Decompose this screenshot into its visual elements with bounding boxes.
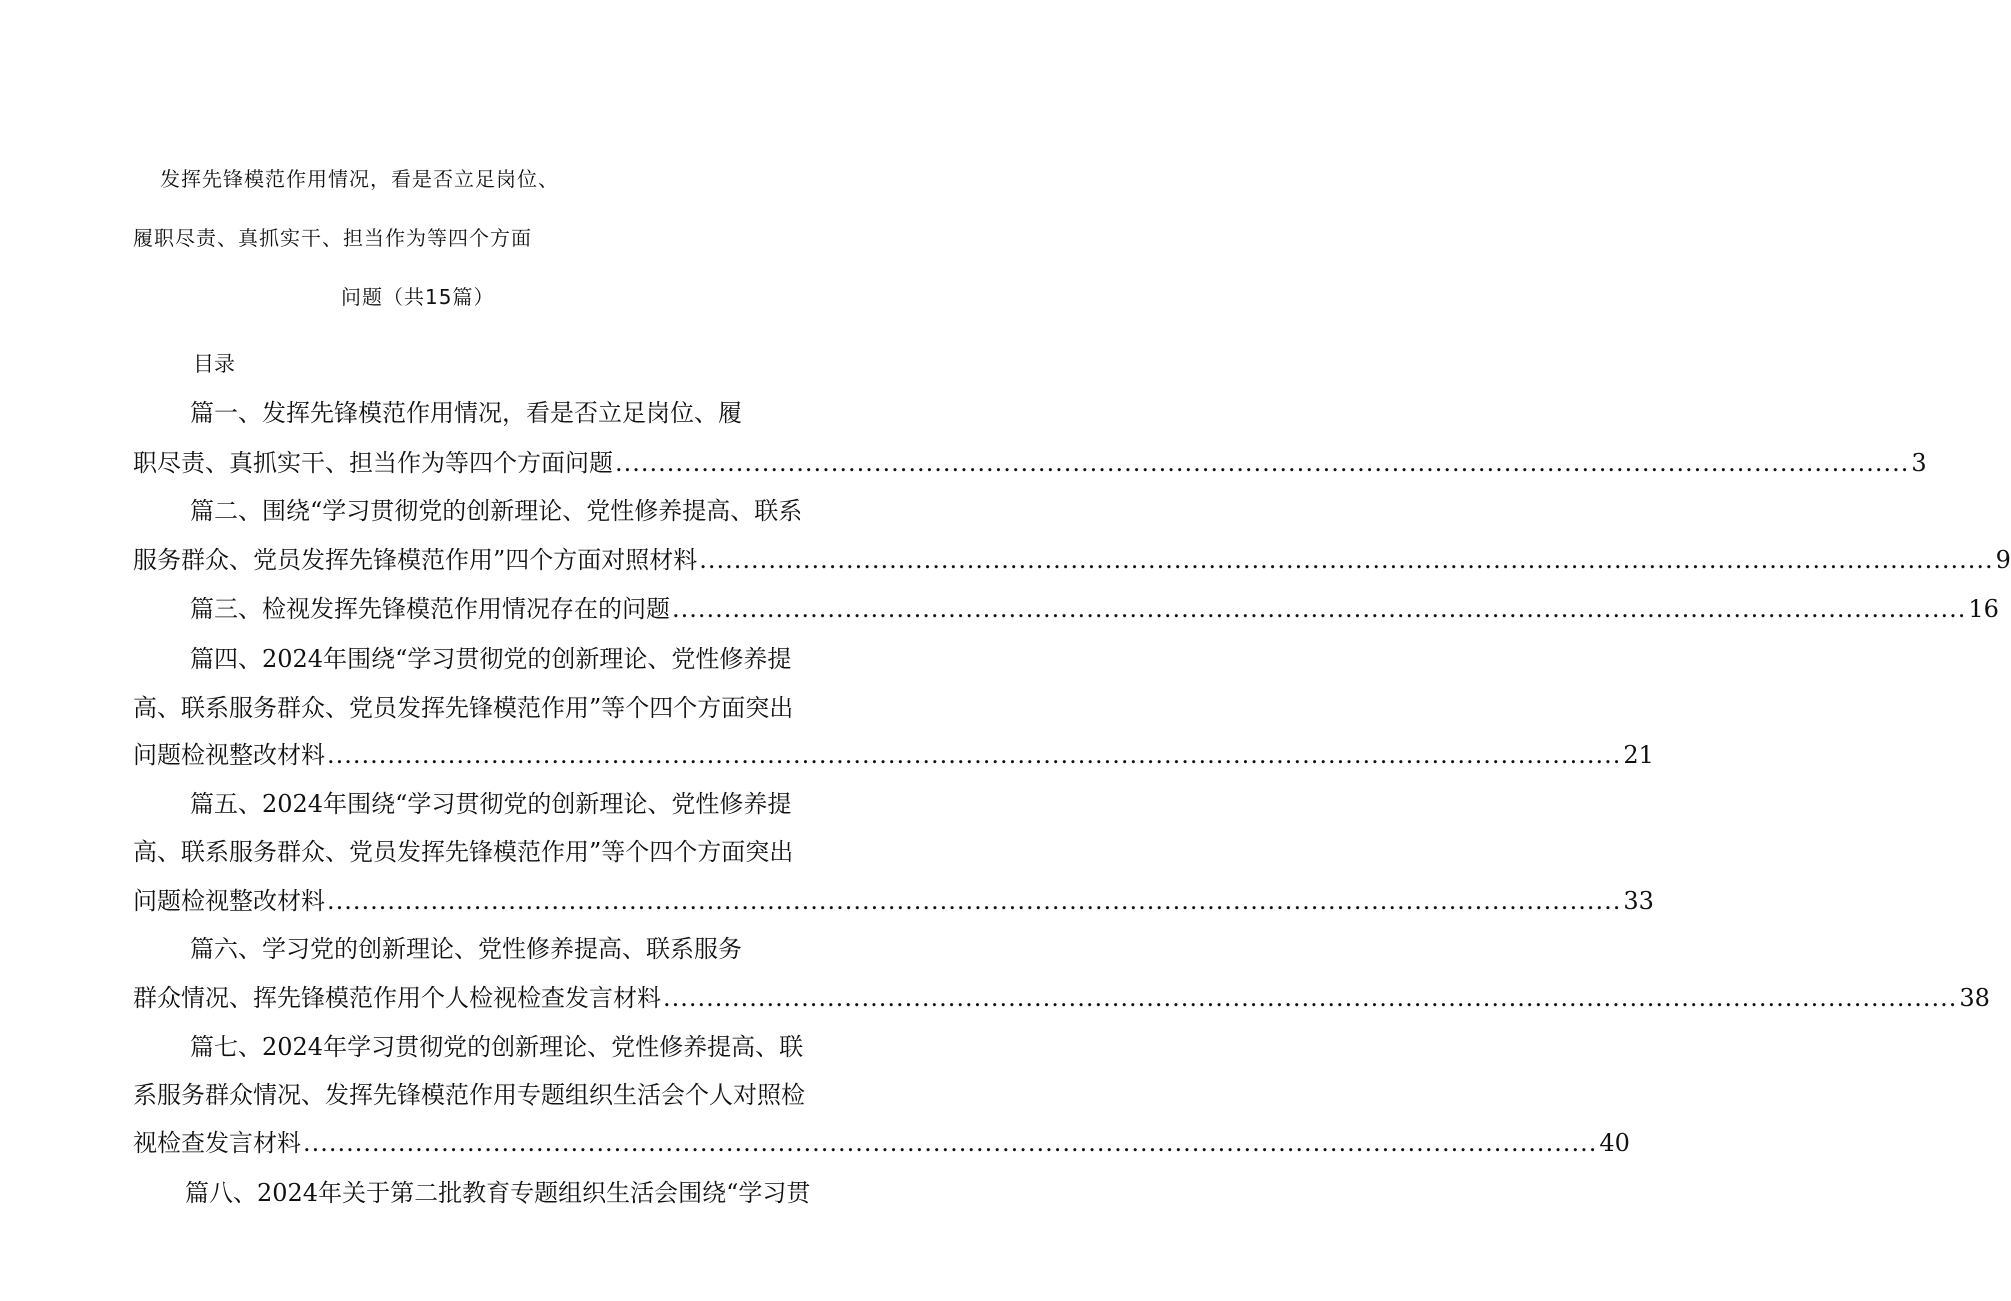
toc-entry-3-text: 篇三、检视发挥先锋模范作用情况存在的问题 — [190, 595, 670, 623]
toc-entry-7-line-2: 系服务群众情况、发挥先锋模范作用专题组织生活会个人对照检 — [133, 1081, 805, 1109]
toc-entry-4-line-1: 篇四、2024年围绕“学习贯彻党的创新理论、党性修养提 — [190, 645, 792, 673]
toc-entry-7-line-3 — [133, 1126, 1630, 1160]
toc-entry-1-page: 3 — [1911, 449, 1927, 477]
toc-label: 目录 — [193, 352, 235, 376]
toc-entry-1-line-2 — [133, 446, 1927, 480]
toc-entry-4-text: 问题检视整改材料 — [133, 741, 325, 769]
toc-entry-4-page: 21 — [1623, 741, 1654, 769]
toc-entry-8-line-1: 篇八、2024年关于第二批教育专题组织生活会围绕“学习贯 — [185, 1179, 811, 1207]
toc-entry-6-text: 群众情况、挥先锋模范作用个人检视检查发言材料 — [133, 984, 661, 1012]
document-title-line-3: 问题（共15篇） — [341, 285, 495, 309]
toc-entry-2-line-2 — [133, 543, 2011, 577]
toc-leader-dots: ...................................................................................................................................................... — [303, 1129, 1598, 1157]
toc-entry-4-line-3 — [133, 738, 1654, 772]
toc-entry-7-line-1: 篇七、2024年学习贯彻党的创新理论、党性修养提高、联 — [190, 1033, 804, 1061]
toc-entry-2-line-1: 篇二、围绕“学习贯彻党的创新理论、党性修养提高、联系 — [190, 497, 803, 525]
toc-entry-3-page: 16 — [1968, 595, 1999, 623]
toc-entry-5-line-3 — [133, 884, 1654, 918]
toc-entry-5-line-1: 篇五、2024年围绕“学习贯彻党的创新理论、党性修养提 — [190, 790, 792, 818]
toc-leader-dots: ...................................................................................................................................................... — [663, 984, 1958, 1012]
toc-entry-6-page: 38 — [1959, 984, 1990, 1012]
document-title-line-1: 发挥先锋模范作用情况，看是否立足岗位、 — [160, 167, 559, 191]
toc-entry-6-line-1: 篇六、学习党的创新理论、党性修养提高、联系服务 — [190, 935, 742, 963]
toc-entry-1-line-1: 篇一、发挥先锋模范作用情况，看是否立足岗位、履 — [190, 399, 742, 427]
toc-entry-5-page: 33 — [1623, 887, 1654, 915]
toc-entry-1-text: 职尽责、真抓实干、担当作为等四个方面问题 — [133, 449, 613, 477]
toc-entry-4-line-2: 高、联系服务群众、党员发挥先锋模范作用”等个四个方面突出 — [133, 694, 794, 722]
toc-entry-5-line-2: 高、联系服务群众、党员发挥先锋模范作用”等个四个方面突出 — [133, 838, 794, 866]
toc-entry-7-text: 视检查发言材料 — [133, 1129, 301, 1157]
toc-leader-dots: ...................................................................................................................................................... — [699, 546, 1994, 574]
toc-entry-5-text: 问题检视整改材料 — [133, 887, 325, 915]
toc-entry-6-line-2 — [133, 981, 1990, 1015]
toc-leader-dots: ...................................................................................................................................................... — [327, 741, 1622, 769]
toc-entry-2-text: 服务群众、党员发挥先锋模范作用”四个方面对照材料 — [133, 546, 698, 574]
toc-leader-dots: ...................................................................................................................................................... — [615, 449, 1910, 477]
toc-leader-dots: ...................................................................................................................................................... — [327, 887, 1622, 915]
document-title-line-2: 履职尽责、真抓实干、担当作为等四个方面 — [133, 226, 532, 250]
toc-entry-2-page: 9 — [1995, 546, 2011, 574]
toc-entry-3-line-1 — [190, 592, 1999, 626]
toc-leader-dots: ...................................................................................................................................................... — [672, 595, 1967, 623]
toc-entry-7-page: 40 — [1599, 1129, 1630, 1157]
